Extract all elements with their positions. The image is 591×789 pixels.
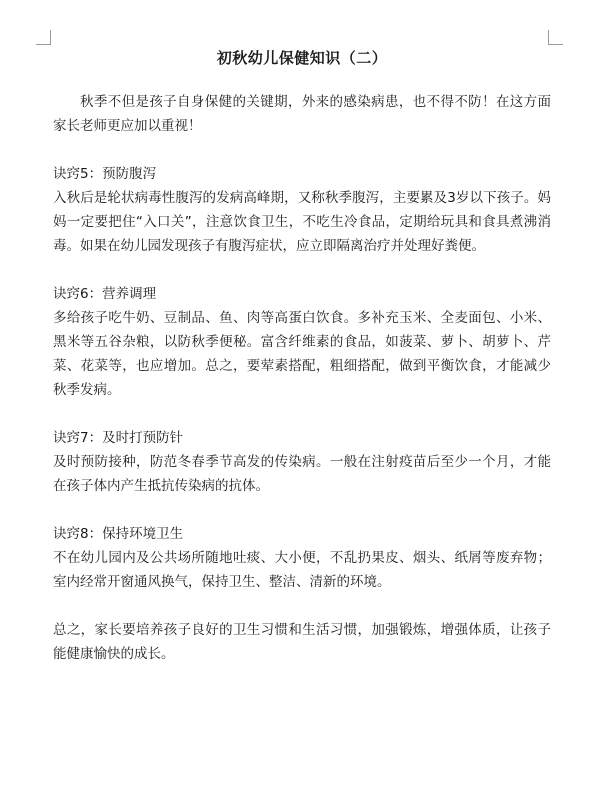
section-heading: 诀窍8：保持环境卫生 — [53, 526, 184, 542]
paragraph-spacer — [53, 402, 551, 426]
document-body — [53, 44, 551, 666]
paragraph-spacer — [53, 138, 551, 162]
intro-paragraph: 秋季不但是孩子自身保健的关键期，外来的感染病患，也不得不防！在这方面家长老师更应加以重视！ — [53, 94, 551, 134]
margin-marker-top-right — [548, 30, 563, 45]
paragraph-spacer — [53, 498, 551, 522]
section-body: 不在幼儿园内及公共场所随地吐痰、大小便，不乱扔果皮、烟头、纸屑等废弃物；室内经常开窗通风换气，保持卫生、整洁、清新的环境。 — [53, 550, 551, 590]
margin-marker-top-left — [36, 30, 51, 45]
section-body: 多给孩子吃牛奶、豆制品、鱼、肉等高蛋白饮食。多补充玉米、全麦面包、小米、黑米等五谷杂粮，以防秋季便秘。富含纤维素的食品，如菠菜、萝卜、胡萝卜、芹菜、花菜等，也应增加。总之，要荤素搭配，粗细搭配，做到平衡饮食，才能减少秋季发病。 — [53, 310, 551, 398]
section-heading: 诀窍5：预防腹泻 — [53, 166, 157, 182]
paragraph-spacer — [53, 258, 551, 282]
document-title: 初秋幼儿保健知识（二） — [216, 49, 388, 67]
section-heading: 诀窍6：营养调理 — [53, 286, 157, 302]
section-body: 入秋后是轮状病毒性腹泻的发病高峰期，又称秋季腹泻，主要累及3岁以下孩子。妈妈一定要把住“入口关”，注意饮食卫生，不吃生冷食品，定期给玩具和食具煮沸消毒。如果在幼儿园发现孩子有腹泻症状，应立即隔离治疗并处理好粪便。 — [53, 190, 551, 254]
section-body: 及时预防接种，防范冬春季节高发的传染病。一般在注射疫苗后至少一个月，才能在孩子体内产生抵抗传染病的抗体。 — [53, 454, 551, 494]
paragraph-spacer — [53, 594, 551, 618]
section-heading: 诀窍7：及时打预防针 — [53, 430, 184, 446]
conclusion-paragraph: 总之，家长要培养孩子良好的卫生习惯和生活习惯，加强锻炼，增强体质，让孩子能健康愉快的成长。 — [53, 622, 551, 662]
